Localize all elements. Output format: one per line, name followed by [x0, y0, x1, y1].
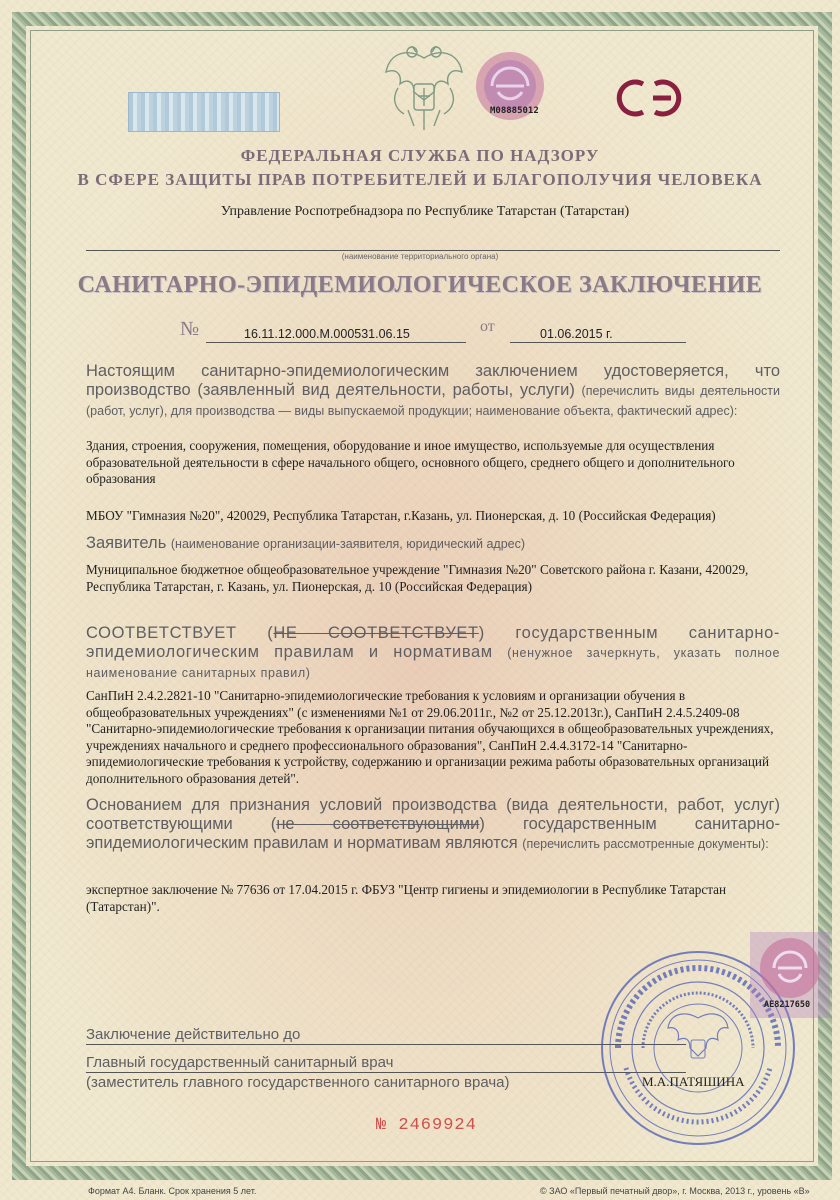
conforms-note: (ненужное зачеркнуть, указать полное наименование санитарных правил)	[86, 646, 780, 680]
date-underline	[510, 342, 686, 343]
number-underline	[206, 342, 466, 343]
applicant-text: Муниципальное бюджетное общеобразовательное учреждение "Гимназия №20" Советского района г. Казани, 420029, Республика Татарстан, г. Казань, ул. Пионерская, д. 10 (Российская Федерация)	[86, 562, 749, 594]
blank-serial-number: № 2469924	[376, 1116, 477, 1135]
document-number: 16.11.12.000.М.000531.06.15	[244, 327, 410, 341]
double-headed-eagle-emblem	[378, 38, 470, 138]
chief-doctor-label: Главный государственный санитарный врач	[86, 1054, 394, 1071]
conformity-paragraph: СООТВЕТСТВУЕТ (НЕ СООТВЕТСТВУЕТ) государственным санитарно-эпидемиологическим правилам и нормативам (ненужное зачеркнуть, указать полное наименование санитарных правил)	[86, 624, 781, 680]
hologram-seal-bottom	[748, 930, 832, 1020]
conforms-word: СООТВЕТСТВУЕТ	[86, 624, 237, 642]
hologram-seal-top	[470, 50, 550, 130]
chief-doctor-line	[86, 1072, 686, 1073]
hologram-number: M08885012	[490, 106, 539, 116]
activity-text: Здания, строения, сооружения, помещения, оборудование и иное имущество, используемые для осуществления образовательной деятельности в сфере начального общего, основного общего, среднего общего и дополнительного образования	[86, 438, 735, 486]
basis-note: (перечислить рассмотренные документы):	[522, 837, 769, 851]
valid-until-label: Заключение действительно до	[86, 1026, 301, 1043]
deputy-label: (заместитель главного государственного санитарного врача)	[86, 1074, 510, 1091]
print-info-right: © ЗАО «Первый печатный двор», г. Москва, 2013 г., уровень «В»	[540, 1186, 810, 1196]
agency-name-line1: ФЕДЕРАЛЬНАЯ СЛУЖБА ПО НАДЗОРУ	[240, 146, 600, 165]
basis-lead-1: Основанием для признания условий производства (вида деятельности, работ, услуг) соответствующими	[86, 796, 780, 833]
agency-name-line2: В СФЕРЕ ЗАЩИТЫ ПРАВ ПОТРЕБИТЕЛЕЙ И БЛАГОПОЛУЧИЯ ЧЕЛОВЕКА	[77, 170, 763, 189]
hologram-number-2: AE8217650	[764, 1000, 811, 1010]
object-address: МБОУ "Гимназия №20", 420029, Республика Татарстан, г.Казань, ул. Пионерская, д. 10 (Российская Федерация)	[86, 508, 716, 523]
territorial-body: Управление Роспотребнадзора по Республике Татарстан (Татарстан)	[220, 204, 630, 219]
basis-struck: не соответствующими	[276, 815, 480, 833]
applicant-heading	[86, 534, 780, 554]
number-label: №	[180, 318, 200, 340]
sanitary-rules-text: СанПиН 2.4.2.2821-10 "Санитарно-эпидемиологические требования к условиям и организации обучения в общеобразовательных учреждениях" (с изменениями №1 от 29.06.2011г., №2 от 25.12.2013г.), СанПиН 2.4.5.2409-08 "Санитарно-эпидемиологические требования к организации питания обучающихся в общеобразовательных учреждениях, учреждениях начального и среднего профессионального образования", СанПиН 2.4.4.3172-14 "Санитарно-эпидемиологические требования к устройству, содержанию и организации режима работы образовательных организаций дополнительного образования детей".	[86, 688, 774, 786]
document-title: САНИТАРНО-ЭПИДЕМИОЛОГИЧЕСКОЕ ЗАКЛЮЧЕНИЕ	[77, 272, 763, 298]
basis-paragraph: Основанием для признания условий производства (вида деятельности, работ, услуг) соответствующими (не соответствующими) государственным санитарно-эпидемиологическим правилам и нормативам являются (перечислить рассмотренные документы):	[86, 796, 780, 852]
signatory-name: М.А.ПАТЯШИНА	[642, 1074, 745, 1089]
divider	[86, 250, 780, 251]
print-info-left: Формат А4. Бланк. Срок хранения 5 лет.	[88, 1186, 257, 1196]
valid-until-line	[86, 1044, 686, 1045]
applicant-note: (наименование организации-заявителя, юридический адрес)	[170, 537, 526, 551]
applicant-lead: Заявитель	[86, 534, 167, 552]
certifies-note: (перечислить виды деятельности (работ, услуг), для производства — виды выпускаемой продукции; наименование объекта, фактический адрес):	[86, 384, 780, 418]
document-date: 01.06.2015 г.	[540, 327, 613, 341]
territorial-caption: (наименование территориального органа)	[341, 252, 499, 261]
hologram-strip	[128, 92, 280, 132]
not-conforms-word: НЕ СООТВЕТСТВУЕТ	[273, 624, 479, 642]
conforms-rest: государственным санитарно-эпидемиологическим правилам и нормативам	[86, 624, 781, 661]
certifies-paragraph	[86, 362, 780, 421]
date-label: от	[480, 318, 495, 335]
conformity-mark-icon	[615, 78, 690, 118]
basis-text: экспертное заключение № 77636 от 17.04.2015 г. ФБУЗ "Центр гигиены и эпидемиологии в Республике Татарстан (Татарстан)".	[86, 882, 727, 914]
basis-lead-2: государственным санитарно-эпидемиологическим правилам и нормативам являются	[86, 815, 780, 852]
certifies-lead: Настоящим санитарно-эпидемиологическим заключением удостоверяется, что производство (заявленный вид деятельности, работы, услуги)	[86, 362, 780, 399]
